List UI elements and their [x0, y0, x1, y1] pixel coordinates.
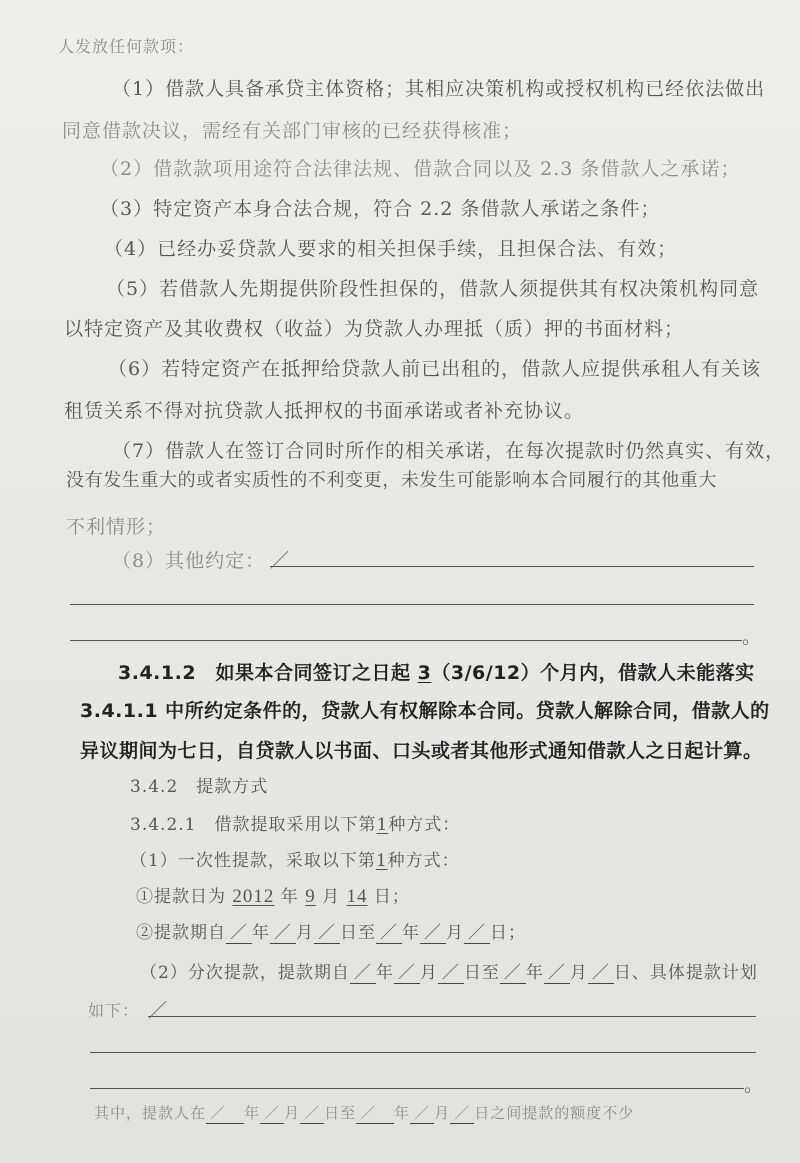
- month-value: 9: [305, 886, 316, 907]
- text-segment: 月: [446, 923, 464, 943]
- period-mark: 。: [742, 626, 763, 648]
- blank-slash: ／: [500, 958, 526, 984]
- text-segment: 年: [252, 923, 270, 943]
- text-line: 同意借款决议，需经有关部门审核的已经获得核准；: [62, 120, 523, 142]
- text-segment: ①提款日为: [136, 887, 233, 907]
- text-segment: ②提款期自: [136, 923, 226, 943]
- text-line: [130, 810, 460, 835]
- year-value: 2012: [232, 886, 275, 907]
- installment-line: [140, 958, 758, 984]
- text-line: （7）借款人在签订合同时所作的相关承诺，在每次提款时仍然真实、有效，: [112, 440, 786, 462]
- text-line: 3.4.1.1 中所约定条件的，贷款人有权解除本合同。贷款人解除合同，借款人的: [80, 700, 770, 722]
- clause-text: 3.4.1.2 如果本合同签订之日起: [118, 662, 418, 684]
- text-line: （2）借款款项用途符合法律法规、借款合同以及 2.3 条借款人之承诺；: [100, 158, 741, 180]
- text-line: （1）借款人具备承贷主体资格；其相应决策机构或授权机构已经依法做出: [112, 78, 766, 100]
- text-line: 异议期间为七日，自贷款人以书面、口头或者其他形式通知借款人之日起计算。: [80, 740, 763, 762]
- clause-3-4-1-2: [118, 658, 755, 685]
- blank-slash: ／: [356, 1102, 394, 1124]
- text-segment: 年: [274, 887, 306, 907]
- blank-slash: ／: [450, 1102, 474, 1124]
- blank-slash: ／: [148, 1000, 169, 1022]
- other-terms-label: （8）其他约定：: [112, 550, 266, 572]
- blank-slash: ／: [270, 918, 296, 944]
- section-heading: 3.4.2 提款方式: [130, 777, 269, 797]
- text-line: 不利情形；: [66, 516, 167, 538]
- text-segment: （1）一次性提款，采取以下第: [130, 851, 376, 871]
- method-number: 1: [375, 851, 388, 871]
- text-segment: （2）分次提款，提款期自: [140, 963, 350, 983]
- blank-slash: ／: [410, 1102, 434, 1124]
- text-segment: 至: [481, 963, 500, 983]
- text-segment: 日；: [490, 923, 526, 943]
- text-line: 人发放任何款项：: [58, 37, 195, 56]
- blank-slash: ／: [206, 1102, 244, 1124]
- text-line: （3）特定资产本身合法合规，符合 2.2 条借款人承诺之条件；: [100, 198, 661, 220]
- text-segment: 日: [324, 1104, 341, 1122]
- text-segment: 日: [340, 923, 358, 943]
- text-line: （4）已经办妥贷款人要求的相关担保手续，且担保合法、有效；: [104, 238, 678, 260]
- clause-text: （3/6/12）个月内，借款人未能落实: [431, 662, 755, 684]
- blank-slash: ／: [438, 958, 464, 984]
- underline-blank: [148, 1016, 756, 1017]
- blank-slash: ／: [270, 550, 291, 572]
- underline-blank: [70, 640, 742, 641]
- text-segment: 日之间提款的额度不少: [474, 1104, 635, 1122]
- blank-slash: ／: [226, 918, 252, 944]
- text-segment: 种方式：: [388, 815, 461, 835]
- blank-slash: ／: [314, 918, 340, 944]
- text-segment: 月: [296, 923, 314, 943]
- blank-slash: ／: [376, 918, 402, 944]
- text-segment: 种方式：: [387, 851, 460, 871]
- text-segment: 月: [284, 1104, 301, 1122]
- text-segment: 至: [340, 1104, 357, 1122]
- text-segment: 月: [419, 963, 438, 983]
- text-line: 租赁关系不得对抗贷款人抵押权的书面承诺或者补充协议。: [64, 400, 585, 422]
- method-number: 1: [376, 815, 389, 835]
- plan-label: 如下：: [88, 1001, 140, 1020]
- text-segment: 日、具体提款计划: [613, 963, 758, 983]
- underline-blank: [90, 1088, 744, 1089]
- underline-blank: [270, 566, 754, 567]
- text-line: （5）若借款人先期提供阶段性担保的，借款人须提供其有权决策机构同意: [106, 278, 760, 300]
- text-segment: 其中，提款人在: [94, 1104, 207, 1122]
- text-segment: 年: [525, 963, 544, 983]
- text-segment: 年: [394, 1104, 411, 1122]
- text-segment: 年: [402, 923, 420, 943]
- blank-slash: ／: [588, 958, 614, 984]
- blank-slash: ／: [394, 958, 420, 984]
- underline-blank: [70, 604, 754, 605]
- text-segment: 3.4.2.1 借款提取采用以下第: [130, 815, 377, 835]
- last-line: [94, 1102, 634, 1124]
- text-segment: 年: [244, 1104, 261, 1122]
- underline-blank: [90, 1052, 756, 1053]
- text-line: 没有发生重大的或者实质性的不利变更，未发生可能影响本合同履行的其他重大: [66, 470, 717, 491]
- text-segment: 日: [463, 963, 482, 983]
- period-mark: 。: [744, 1074, 765, 1096]
- blank-slash: ／: [350, 958, 376, 984]
- text-segment: 年: [375, 963, 394, 983]
- text-segment: 月: [315, 887, 347, 907]
- blank-slash: ／: [260, 1102, 284, 1124]
- blank-slash: ／: [464, 918, 490, 944]
- text-line: （6）若特定资产在抵押给贷款人前已出租的，借款人应提供承租人有关该: [108, 358, 762, 380]
- blank-slash: ／: [544, 958, 570, 984]
- text-line: [130, 846, 460, 871]
- withdrawal-period-line: [136, 918, 526, 944]
- text-segment: 日；: [367, 887, 410, 907]
- blank-slash: ／: [300, 1102, 324, 1124]
- months-value: 3: [417, 662, 432, 684]
- day-value: 14: [346, 886, 368, 907]
- text-segment: 月: [434, 1104, 451, 1122]
- withdrawal-date-line: [136, 882, 410, 908]
- text-segment: 至: [358, 923, 376, 943]
- text-line: 以特定资产及其收费权（收益）为贷款人办理抵（质）押的书面材料；: [64, 318, 685, 340]
- blank-slash: ／: [420, 918, 446, 944]
- text-segment: 月: [569, 963, 588, 983]
